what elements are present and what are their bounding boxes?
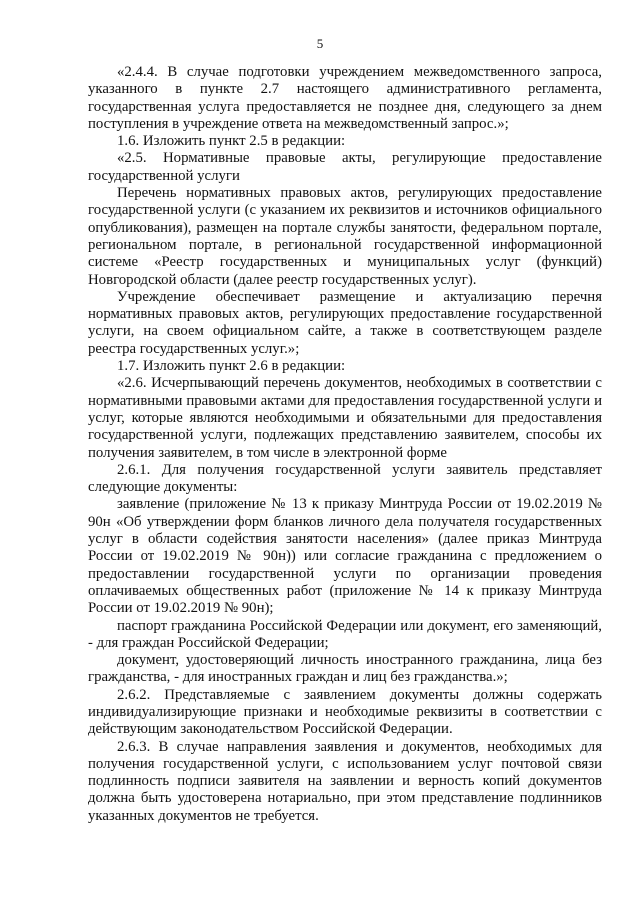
paragraph-1-7: 1.7. Изложить пункт 2.6 в редакции: (117, 358, 346, 375)
paragraph-passport: паспорт гражданина Российской Федерации или документ, его заменяющий, - для граждан Российской Федерации; (88, 617, 602, 651)
paragraph-1-6: 1.6. Изложить пункт 2.5 в редакции: (117, 133, 346, 150)
paragraph-2-5-list: Перечень нормативных правовых актов, регулирующих предоставление государственной услуги (с указанием их реквизитов и источников официального опубликования), размещен на портале службы занятости, федеральном портале, региональном портале, в региональной государственной информационной системе «Реестр государственных и муниципальных услуг (функций) Новгородской области (далее реестр государственных услуг). (88, 185, 602, 288)
paragraph-foreign-id: документ, удостоверяющий личность иностранного гражданина, лица без гражданства, - для иностранных граждан и лиц без гражданства.»; (88, 652, 602, 686)
page-number: 5 (316, 36, 324, 51)
paragraph-2-6-heading: «2.6. Исчерпывающий перечень документов, необходимых в соответствии с нормативными правовыми актами для предоставления государственной услуги и услуг, которые являются необходимыми и обязательными для предоставления государственной услуги, подлежащих представлению заявителем, способы их получения заявителем, в том числе в электронной форме (88, 375, 602, 461)
paragraph-2-6-1: 2.6.1. Для получения государственной услуги заявитель представляет следующие документы: (88, 461, 602, 496)
paragraph-2-5-institution: Учреждение обеспечивает размещение и актуализацию перечня нормативных правовых актов, регулирующих предоставление государственной услуги, на своем официальном сайте, а также в соответствующем разделе реестра государственных услуг.»; (88, 288, 602, 357)
paragraph-2-5-heading: «2.5. Нормативные правовые акты, регулирующие предоставление государственной услуги (88, 150, 602, 184)
paragraph-2-6-3: 2.6.3. В случае направления заявления и документов, необходимых для получения государственной услуги, с использованием услуг почтовой связи подлинность подписи заявителя на заявлении и верность копий документов должна быть удостоверена нотариально, при этом представление подлинников указанных документов не требуется. (88, 738, 602, 824)
paragraph-2-4-4: «2.4.4. В случае подготовки учреждением межведомственного запроса, указанного в пункте 2.7 настоящего административного регламента, государственная услуга предоставляется не позднее дня, следующего за днем поступления в учреждение ответа на межведомственный запрос.»; (88, 64, 602, 132)
paragraph-2-6-2: 2.6.2. Представляемые с заявлением документы должны содержать индивидуализирующие признаки и необходимые реквизиты в соответствии с действующим законодательством Российской Федерации. (88, 686, 602, 738)
paragraph-application: заявление (приложение № 13 к приказу Минтруда России от 19.02.2019 № 90н «Об утверждении форм бланков личного дела получателя государственных услуг в области содействия занятости населения» (далее приказ Минтруда России от 19.02.2019 № 90н)) или согласие гражданина с предложением о предоставлении государственной услуги по организации проведения оплачиваемых общественных работ (приложение № 14 к приказу Минтруда России от 19.02.2019 № 90н); (88, 496, 602, 617)
document-body (88, 64, 602, 825)
